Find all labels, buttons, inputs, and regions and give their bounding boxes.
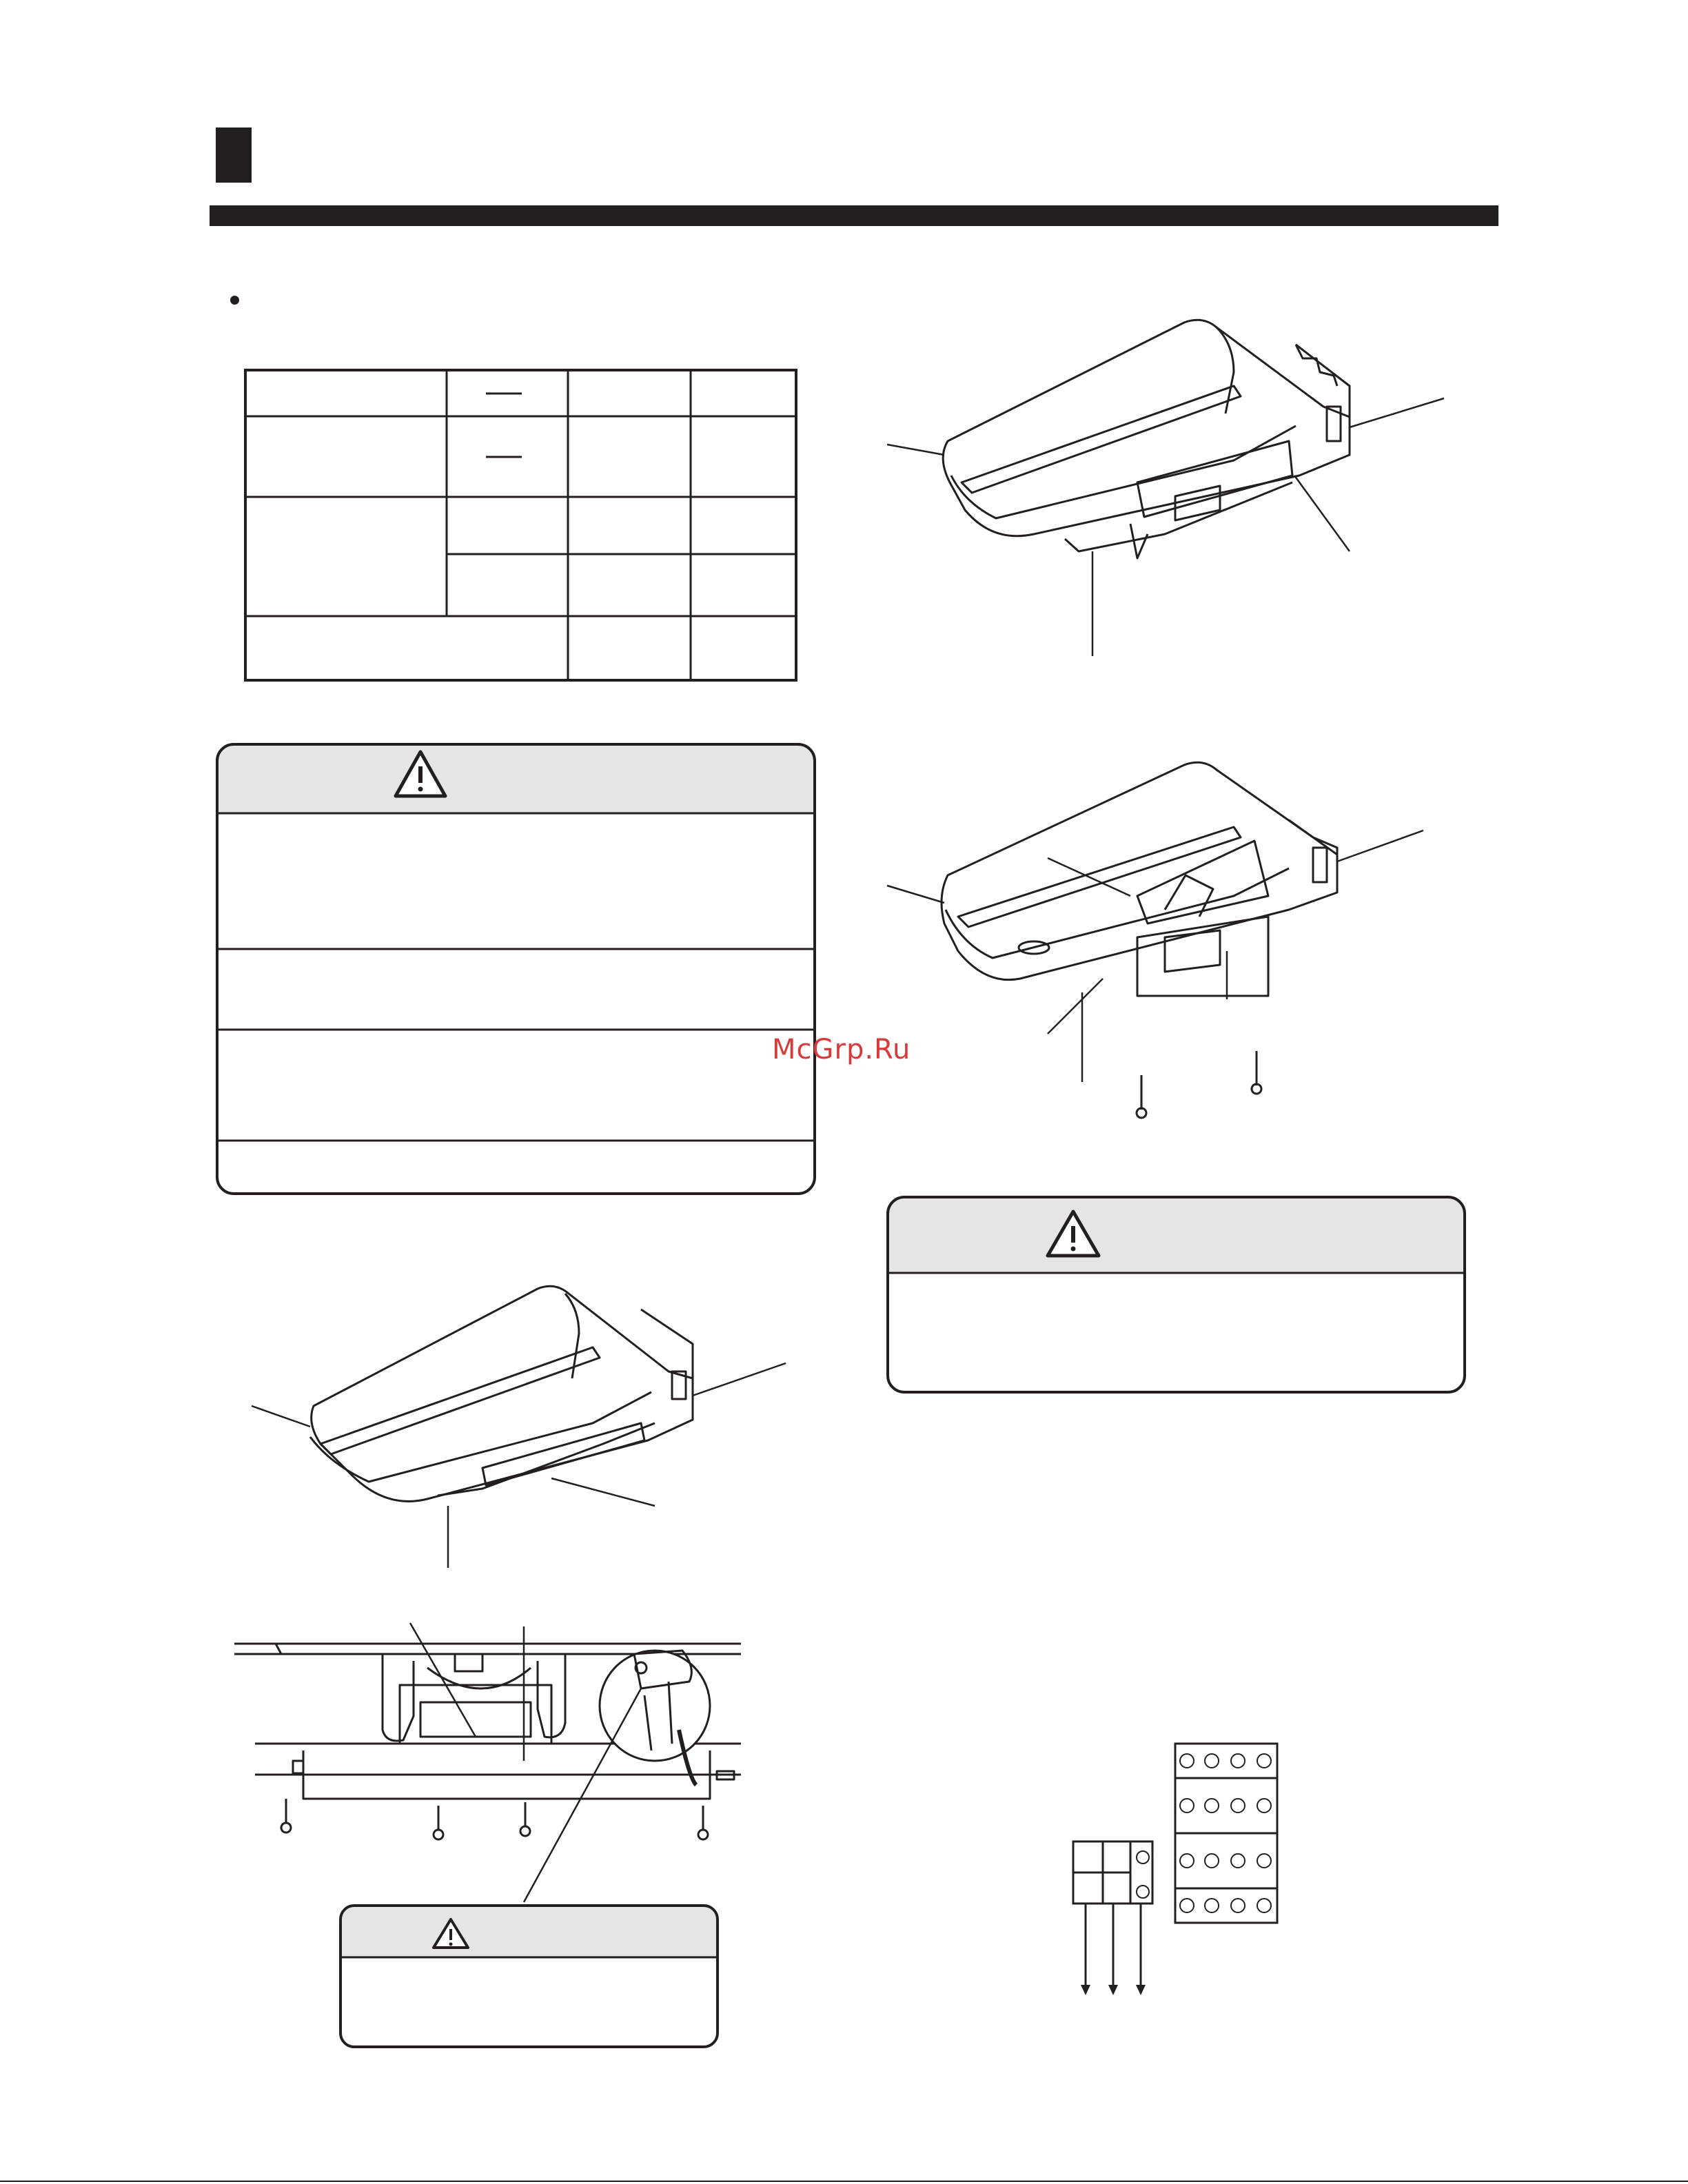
- bottom-rule: [0, 2181, 1688, 2182]
- watermark-text: McGrp.Ru: [772, 1034, 911, 1065]
